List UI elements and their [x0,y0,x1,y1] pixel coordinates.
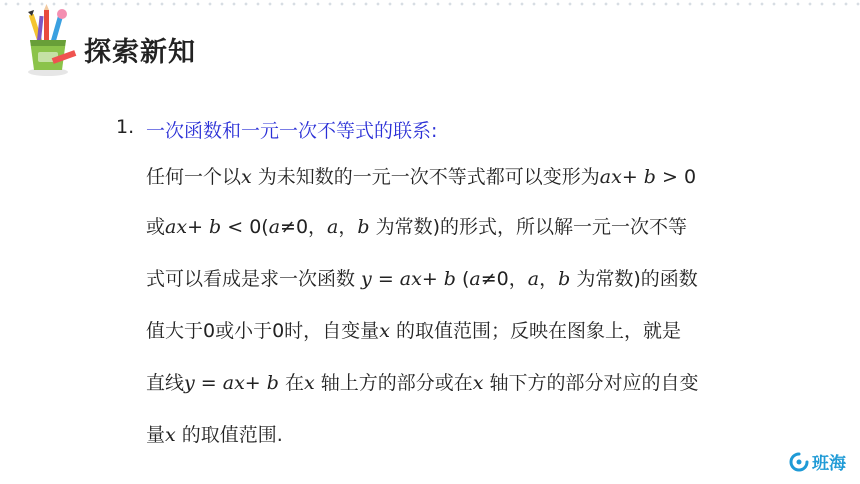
math-variable: ax [222,372,245,394]
text-segment: 直线 [146,372,185,394]
text-segment: 轴上方的部分或在 [314,372,473,394]
text-segment: 量 [146,424,166,446]
math-variable: b [357,216,370,238]
text-segment: < 0( [221,216,269,238]
body-line [146,368,699,395]
text-segment: 为常数)的函数 [570,268,698,290]
math-variable: y [184,372,195,394]
math-variable: x [165,424,176,446]
brand-swirl-icon [789,452,809,472]
text-segment: + [421,268,444,290]
math-variable: a [527,268,540,290]
text-segment: ≠0， [480,268,528,290]
math-variable: x [303,372,315,394]
text-segment: 值大于0或小于0时，自变量 [146,320,380,342]
math-variable: a [327,216,339,238]
text-segment: 轴下方的部分对应的自变 [483,372,699,394]
text-segment: 或 [146,216,166,238]
math-variable: x [472,372,484,394]
text-segment: ( [455,268,470,290]
math-variable: b [266,372,279,394]
brand-logo [789,449,846,474]
pencil-cup-icon [18,4,80,78]
text-segment: > 0 [655,166,697,188]
math-variable: b [643,166,656,188]
math-variable: ax [399,268,422,290]
brand-name: 班海 [812,454,846,474]
text-segment: + [621,166,644,188]
body-line [146,264,698,291]
math-variable: x [241,166,252,188]
body-line [146,316,681,343]
body-line [146,212,687,239]
text-segment: 的取值范围；反映在图象上，就是 [389,320,681,342]
math-variable: ax [599,166,622,188]
page-title: 探索新知 [84,37,196,68]
item-heading: 一次函数和一元一次不等式的联系: [146,120,438,142]
text-segment: 任何一个以 [146,166,242,188]
text-segment: + [187,216,210,238]
text-segment: ≠0， [280,216,328,238]
text-segment: 式可以看成是求一次函数 [146,268,362,290]
text-segment: ， [338,216,358,238]
math-variable: b [558,268,571,290]
text-segment: 为常数)的形式，所以解一元一次不等 [369,216,688,238]
math-variable: a [268,216,281,238]
text-segment: + [244,372,267,394]
math-variable: ax [165,216,188,238]
text-segment: = [194,372,223,394]
body-line [146,420,283,447]
text-segment: 为未知数的一元一次不等式都可以变形为 [251,166,600,188]
math-variable: y [361,268,372,290]
text-segment: = [371,268,400,290]
text-segment: 的取值范围. [175,424,283,446]
body-line [146,162,696,189]
math-variable: b [209,216,222,238]
math-variable: x [379,320,390,342]
item-number: 1. [116,116,135,138]
top-dot-border [0,0,860,8]
math-variable: a [469,268,481,290]
text-segment: 在 [278,372,304,394]
math-variable: b [443,268,456,290]
text-segment: ， [539,268,559,290]
